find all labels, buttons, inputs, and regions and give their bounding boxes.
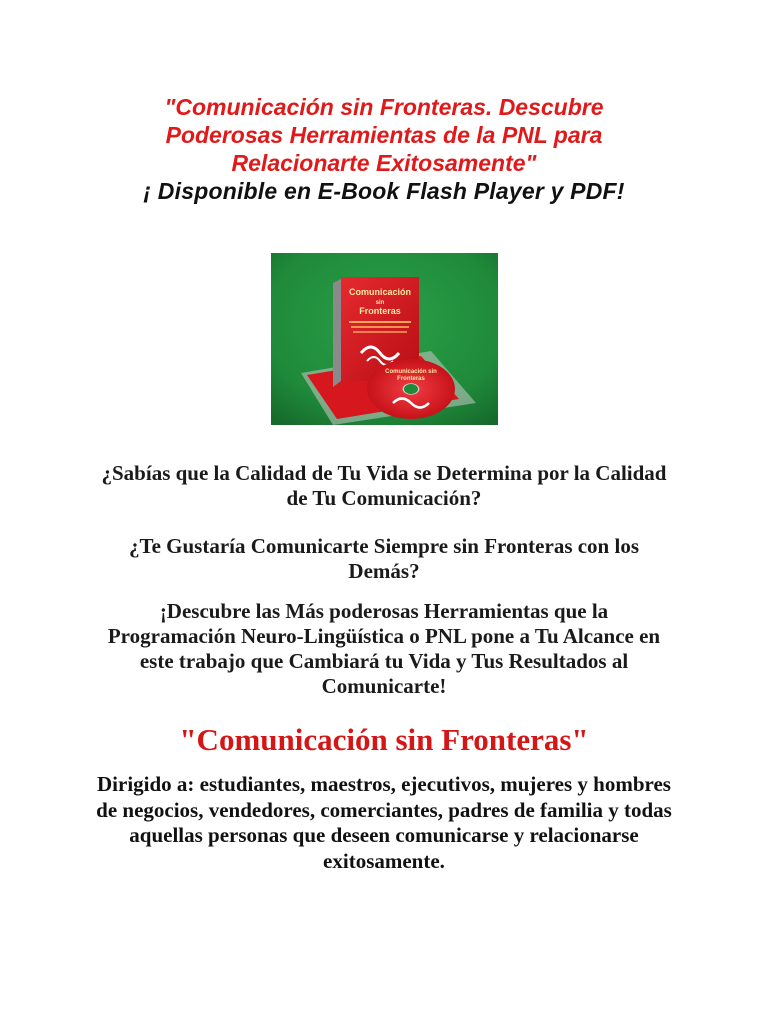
disc-label-line-1: Comunicación sin (385, 369, 437, 375)
box-title-line-3: Fronteras (359, 306, 401, 316)
box-title-line-2: sin (375, 300, 385, 306)
statement-discover: ¡Descubre las Más poderosas Herramientas que la Programación Neuro-Lingüística o PNL pone a Tu Alcance en este trabajo que Cambiará tu Vida y Tus Resultados al Comunicarte! (107, 599, 661, 698)
availability-line: ¡ Disponible en E-Book Flash Player y PDF! (143, 178, 625, 204)
question-quality-of-life: ¿Sabías que la Calidad de Tu Vida se Determina por la Calidad de Tu Comunicación? (101, 461, 667, 510)
box-title-line-1: Comunicación (348, 287, 412, 297)
title-line-1: "Comunicación sin Fronteras. Descubre (164, 94, 604, 120)
product-photo (271, 253, 498, 425)
title-line-2: Poderosas Herramientas de la PNL para (165, 122, 603, 148)
page-title (60, 93, 708, 205)
audience-description: Dirigido a: estudiantes, maestros, ejecutivos, mujeres y hombres de negocios, vendedores, comerciantes, padres de familia y todas aquellas personas que deseen comunicarse y relacionarse exitosamente. (96, 772, 672, 873)
title-line-3: Relacionarte Exitosamente" (231, 150, 537, 176)
box-side (333, 279, 341, 387)
disc-label-line-2: Fronteras (397, 376, 425, 382)
section-heading: "Comunicación sin Fronteras" (179, 722, 589, 757)
question-communicate: ¿Te Gustaría Comunicarte Siempre sin Fronteras con los Demás? (128, 534, 639, 583)
